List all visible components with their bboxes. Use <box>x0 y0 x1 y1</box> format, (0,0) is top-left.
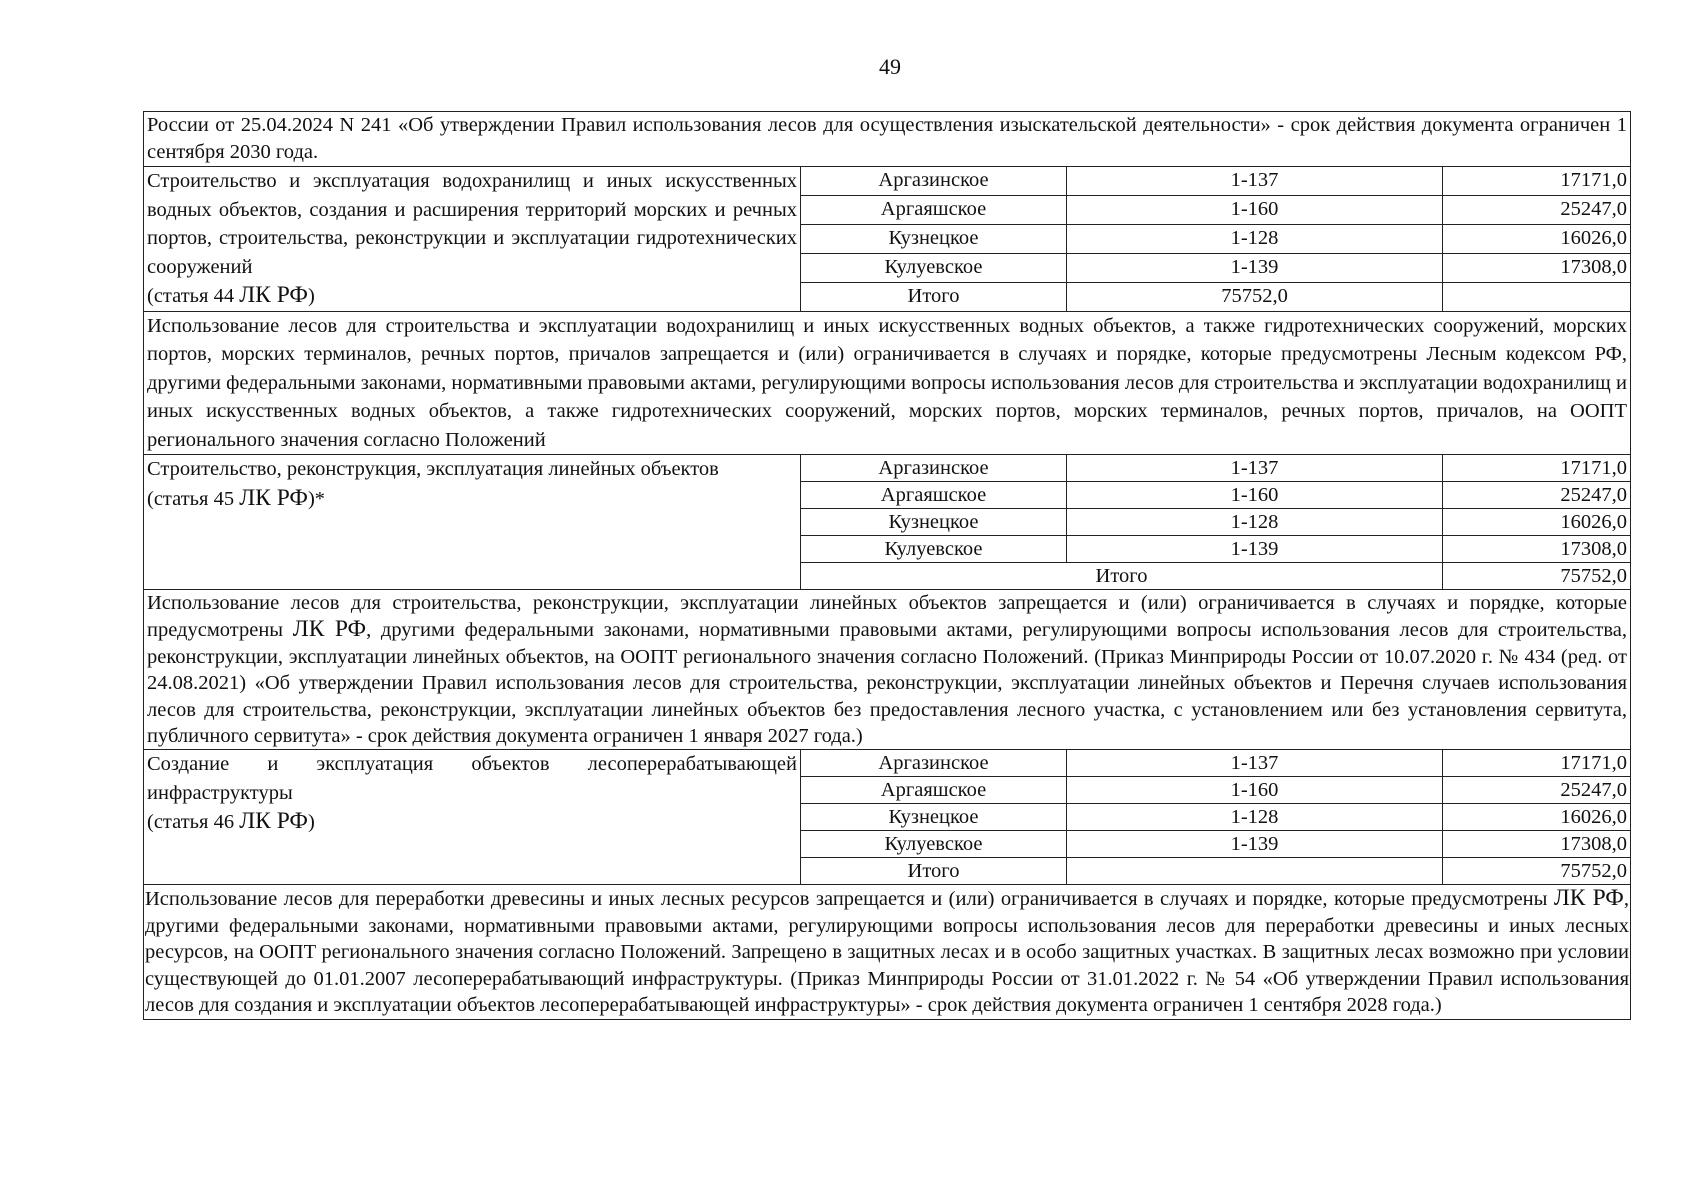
forestry-name: Аргаяшское <box>801 195 1067 224</box>
activity-text: Строительство, реконструкция, эксплуатация линейных объектов <box>147 458 719 480</box>
quarter-range: 1-160 <box>1067 195 1443 224</box>
table-row <box>144 167 1631 196</box>
forestry-name: Аргаяшское <box>801 777 1067 804</box>
article-reference: (статья 46 ЛК РФ) <box>147 808 315 835</box>
total-label: Итого <box>801 563 1443 590</box>
area-value: 17171,0 <box>1443 167 1631 196</box>
note-row <box>144 885 1631 1020</box>
area-value: 17308,0 <box>1443 831 1631 858</box>
area-value: 17171,0 <box>1443 750 1631 777</box>
area-value: 16026,0 <box>1443 224 1631 253</box>
forestry-name: Аргазинское <box>801 167 1067 196</box>
quarter-range: 1-137 <box>1067 455 1443 482</box>
area-value: 25247,0 <box>1443 777 1631 804</box>
note-row <box>144 311 1631 455</box>
forestry-name: Аргаяшское <box>801 482 1067 509</box>
quarter-range: 1-128 <box>1067 224 1443 253</box>
restriction-note: Использование лесов для строительства и эксплуатации водохранилищ и иных искусственных водных объектов, а также гидротехнических сооружений, морских портов, морских терминалов, речных портов, причалов запрещается и (или) ограничивается в случаях и порядке, которые предусмотрены Лесным кодексом РФ, другими федеральными законами, нормативными правовыми актами, регулирующими вопросы использования лесов для строительства и эксплуатации водохранилищ и иных искусственных водных объектов, а также гидротехнических сооружений, морских портов, морских терминалов, речных портов, причалов, на ООПТ регионального значения согласно Положений <box>144 311 1631 455</box>
intro-note: России от 25.04.2024 N 241 «Об утверждении Правил использования лесов для осуществления изыскательской деятельности» - срок действия документа ограничен 1 сентября 2030 года. <box>144 112 1631 167</box>
activity-cell <box>144 750 801 885</box>
quarter-range: 1-137 <box>1067 750 1443 777</box>
total-label: Итого <box>801 858 1067 885</box>
page-number: 49 <box>879 54 901 79</box>
quarter-range: 1-139 <box>1067 253 1443 282</box>
total-empty <box>1067 858 1443 885</box>
forestry-name: Кузнецкое <box>801 804 1067 831</box>
forestry-name: Кулуевское <box>801 253 1067 282</box>
activity-cell <box>144 167 801 312</box>
restriction-note: Использование лесов для переработки древесины и иных лесных ресурсов запрещается и (или) ограничивается в случаях и порядке, которые предусмотрены ЛК РФ, другими федеральными законами, нормативными правовыми актами, регулирующими вопросы использования лесов для переработки древесины и иных лесных ресурсов, на ООПТ регионального значения согласно Положений. Запрещено в защитных лесах и в особо защитных участках. В защитных лесах возможно при условии существующей до 01.01.2007 лесоперерабатывающий инфраструктуры. (Приказ Минприроды России от 31.01.2022 г. № 54 «Об утверждении Правил использования лесов для создания и эксплуатации объектов лесоперерабатывающей инфраструктуры» - срок действия документа ограничен 1 сентября 2028 года.) <box>144 885 1631 1020</box>
total-value: 75752,0 <box>1443 858 1631 885</box>
quarter-range: 1-137 <box>1067 167 1443 196</box>
forestry-name: Аргазинское <box>801 750 1067 777</box>
forestry-name: Кузнецкое <box>801 224 1067 253</box>
quarter-range: 1-160 <box>1067 482 1443 509</box>
quarter-range: 1-128 <box>1067 509 1443 536</box>
total-value: 75752,0 <box>1443 563 1631 590</box>
quarter-range: 1-139 <box>1067 536 1443 563</box>
area-value: 16026,0 <box>1443 509 1631 536</box>
area-value: 25247,0 <box>1443 482 1631 509</box>
total-empty <box>1443 282 1631 311</box>
total-label: Итого <box>801 282 1067 311</box>
note-row <box>144 590 1631 750</box>
forestry-name: Кулуевское <box>801 831 1067 858</box>
forestry-name: Кузнецкое <box>801 509 1067 536</box>
activity-cell <box>144 455 801 590</box>
quarter-range: 1-128 <box>1067 804 1443 831</box>
forest-use-table <box>143 111 1631 1020</box>
activity-text: Создание и эксплуатация объектов лесоперерабатывающей инфраструктуры <box>147 753 797 804</box>
forestry-name: Кулуевское <box>801 536 1067 563</box>
area-value: 17171,0 <box>1443 455 1631 482</box>
activity-text: Строительство и эксплуатация водохранилищ и иных искусственных водных объектов, создания и расширения территорий морских и речных портов, строительства, реконструкции и эксплуатации гидротехнических сооружений <box>147 170 797 278</box>
table-row <box>144 455 1631 482</box>
total-value: 75752,0 <box>1067 282 1443 311</box>
quarter-range: 1-160 <box>1067 777 1443 804</box>
quarter-range: 1-139 <box>1067 831 1443 858</box>
intro-note-row <box>144 112 1631 167</box>
area-value: 16026,0 <box>1443 804 1631 831</box>
article-reference: (статья 44 ЛК РФ) <box>147 282 315 308</box>
article-reference: (статья 45 ЛК РФ)* <box>147 484 326 511</box>
area-value: 17308,0 <box>1443 253 1631 282</box>
restriction-note: Использование лесов для строительства, реконструкции, эксплуатации линейных объектов запрещается и (или) ограничивается в случаях и порядке, которые предусмотрены ЛК РФ, другими федеральными законами, нормативными правовыми актами, регулирующими вопросы использования лесов для строительства, реконструкции, эксплуатации линейных объектов, на ООПТ регионального значения согласно Положений. (Приказ Минприроды России от 10.07.2020 г. № 434 (ред. от 24.08.2021) «Об утверждении Правил использования лесов для строительства, реконструкции, эксплуатации линейных объектов и Перечня случаев использования лесов для строительства, реконструкции, эксплуатации линейных объектов без предоставления лесного участка, с установлением или без установления сервитута, публичного сервитута» - срок действия документа ограничен 1 января 2027 года.) <box>144 590 1631 750</box>
table-row <box>144 750 1631 777</box>
area-value: 25247,0 <box>1443 195 1631 224</box>
forestry-name: Аргазинское <box>801 455 1067 482</box>
area-value: 17308,0 <box>1443 536 1631 563</box>
